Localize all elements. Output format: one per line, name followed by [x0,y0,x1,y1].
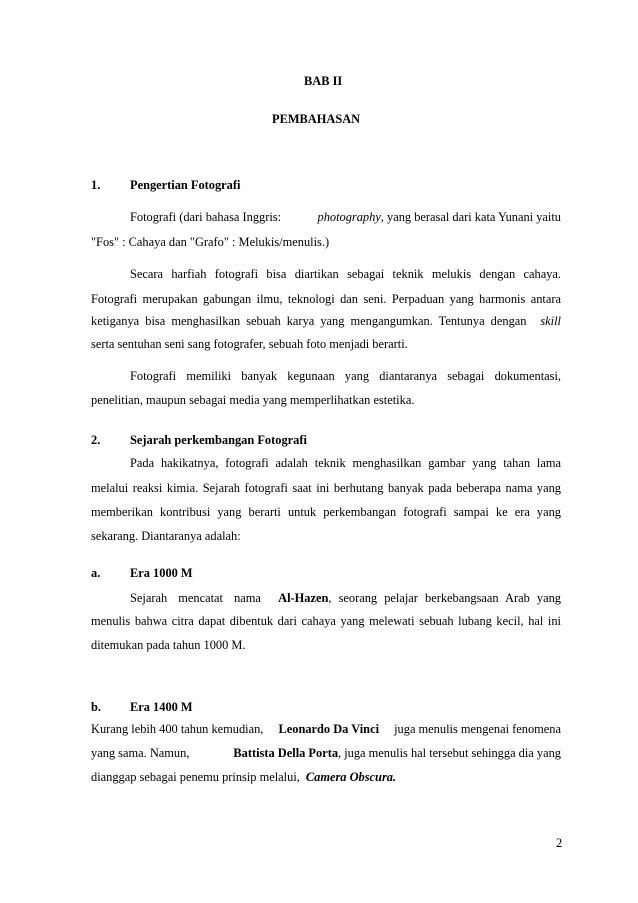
section-a-heading: Era 1000 M [130,566,193,580]
section-1-number: 1. [91,178,101,192]
text-span: Sejarah mencatat nama [130,591,261,605]
section-a-number: a. [91,566,101,580]
text-span: , juga menulis hal tersebut sehingga dia yang [338,746,561,760]
text-span: dianggap sebagai penemu prinsip melalui, [91,770,300,784]
paragraph-line: ditemukan pada tahun 1000 M. [91,638,246,652]
section-2-number: 2. [91,433,101,447]
section-2-heading: Sejarah perkembangan Fotografi [130,433,307,447]
text-span: Fotografi (dari bahasa Inggris: [130,210,282,224]
italic-text: skill [540,314,561,328]
paragraph-line: sekarang. Diantaranya adalah: [91,529,241,543]
bold-italic-text: Camera Obscura. [305,770,397,784]
paragraph-line: melalui reaksi kimia. Sejarah fotografi saat ini berhutang banyak pada beberapa nama yang [91,481,561,495]
paragraph-line: serta sentuhan seni sang fotografer, sebuah foto menjadi berarti. [91,337,408,351]
bold-text: Leonardo Da Vinci [278,722,380,736]
paragraph-line [130,591,561,606]
section-b-number: b. [91,700,101,714]
section-1-heading: Pengertian Fotografi [130,178,241,192]
paragraph-line [91,722,561,737]
bold-text: Battista Della Porta [233,746,339,760]
paragraph-line: menulis bahwa citra dapat dibentuk dari cahaya yang melewati sebuah lubang kecil, hal ini [91,614,561,628]
text-span: Kurang lebih 400 tahun kemudian, [91,722,264,736]
text-span: juga menulis mengenai fenomena [394,722,561,736]
paragraph-line: Fotografi memiliki banyak kegunaan yang diantaranya sebagai dokumentasi, [130,369,561,383]
bold-text: Al-Hazen [278,591,329,605]
paragraph-line: Secara harfiah fotografi bisa diartikan sebagai teknik melukis dengan cahaya. [130,267,561,281]
paragraph-line: "Fos" : Cahaya dan "Grafo" : Melukis/menulis.) [91,235,330,249]
paragraph-line [91,770,561,785]
text-span: yang sama. Namun, [91,746,190,760]
text-span: , yang berasal dari kata Yunani yaitu [380,210,561,224]
italic-text: photography [317,210,381,224]
text-span: , seorang pelajar berkebangsaan Arab yang [328,591,561,605]
section-title: PEMBAHASAN [272,112,361,126]
chapter-title: BAB II [304,74,343,88]
text-span: ketiganya bisa menghasilkan sebuah karya yang mengangumkan. Tentunya dengan [91,314,527,328]
paragraph-line [91,314,561,329]
section-b-heading: Era 1400 M [130,700,193,714]
paragraph-line: Fotografi merupakan gabungan ilmu, teknologi dan seni. Perpaduan yang harmonis antara [91,292,561,306]
paragraph-line: Pada hakikatnya, fotografi adalah teknik menghasilkan gambar yang tahan lama [130,456,561,470]
paragraph-line [130,210,561,225]
paragraph-line [91,746,561,761]
paragraph-line: memberikan kontribusi yang berarti untuk perkembangan fotografi sampai ke era yang [91,505,561,519]
paragraph-line: penelitian, maupun sebagai media yang memperlihatkan estetika. [91,393,415,407]
page-number: 2 [556,836,563,850]
